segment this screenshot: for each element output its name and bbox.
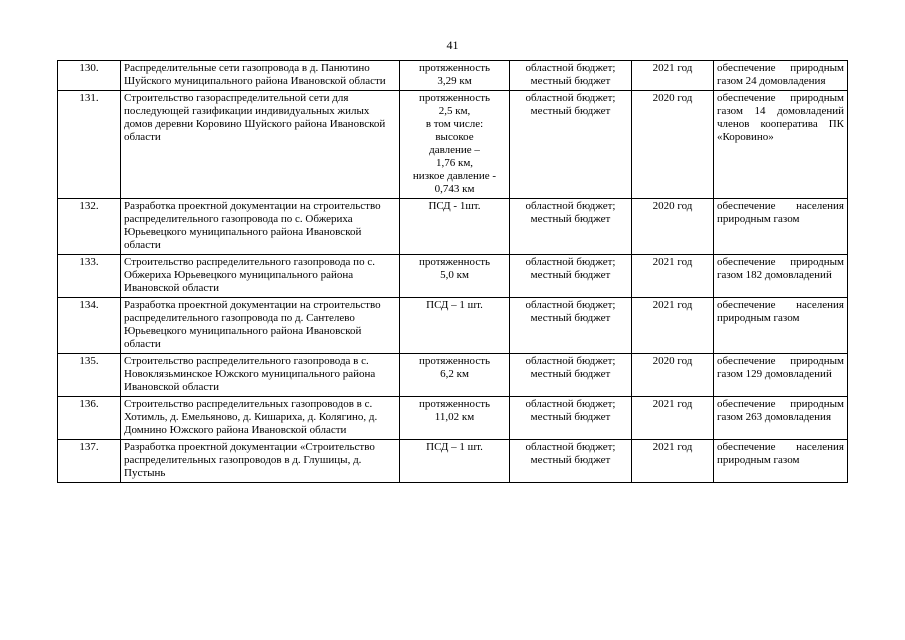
funding-source-cell: областной бюджет; местный бюджет (510, 255, 632, 298)
volume-line: протяженность (418, 256, 491, 268)
volume-line: 3,29 км (437, 75, 472, 87)
volume-line: давление – (429, 144, 480, 156)
table-row (58, 61, 848, 91)
volume-line: 0,743 км (434, 183, 475, 195)
volume-cell (400, 61, 510, 91)
year-cell: 2021 год (632, 255, 714, 298)
row-number-cell: 133. (58, 255, 121, 298)
project-name-cell: Строительство распределительного газопровода в с. Новоклязьминское Южского муниципального района Ивановской области (121, 354, 400, 397)
result-cell: обеспечение природным газом 24 домовладения (714, 61, 848, 91)
volume-line: ПСД – 1 шт. (426, 441, 483, 453)
volume-cell (400, 255, 510, 298)
row-number-cell: 132. (58, 199, 121, 255)
result-cell: обеспечение населения природным газом (714, 199, 848, 255)
row-number-cell: 136. (58, 397, 121, 440)
table-body (58, 61, 848, 483)
row-number-cell: 135. (58, 354, 121, 397)
volume-line: 1,76 км, (435, 157, 474, 169)
volume-cell (400, 199, 510, 255)
volume-line: 6,2 км (440, 368, 469, 380)
year-cell: 2021 год (632, 61, 714, 91)
year-cell: 2021 год (632, 440, 714, 483)
funding-source-cell: областной бюджет; местный бюджет (510, 61, 632, 91)
funding-source-cell: областной бюджет; местный бюджет (510, 199, 632, 255)
volume-line: протяженность (418, 62, 491, 74)
volume-cell (400, 440, 510, 483)
project-name-cell: Строительство распределительных газопроводов в с. Хотимль, д. Емельяново, д. Кишариха, д. Колягино, д. Домнино Южского района Ивановской области (121, 397, 400, 440)
volume-cell (400, 397, 510, 440)
volume-cell (400, 354, 510, 397)
volume-line: высокое (435, 131, 474, 143)
year-cell: 2021 год (632, 397, 714, 440)
volume-line: протяженность (418, 92, 491, 104)
row-number-cell: 131. (58, 91, 121, 199)
project-name-cell: Строительство газораспределительной сети для последующей газификации индивидуальных жилых домов деревни Коровино Шуйского района Ивановской области (121, 91, 400, 199)
result-cell: обеспечение природным газом 14 домовладений членов кооператива ПК «Коровино» (714, 91, 848, 199)
volume-line: 11,02 км (434, 411, 475, 423)
table-row (58, 91, 848, 199)
volume-line: в том числе: (425, 118, 484, 130)
volume-line: 2,5 км, (438, 105, 471, 117)
table-row (58, 298, 848, 354)
table-row (58, 397, 848, 440)
table-row (58, 199, 848, 255)
gasification-table (57, 60, 848, 483)
year-cell: 2020 год (632, 354, 714, 397)
volume-cell (400, 91, 510, 199)
result-cell: обеспечение природным газом 129 домовладений (714, 354, 848, 397)
project-name-cell: Разработка проектной документации на строительство распределительного газопровода по с. Обжериха Юрьевецкого муниципального района Ивановской области (121, 199, 400, 255)
row-number-cell: 134. (58, 298, 121, 354)
year-cell: 2021 год (632, 298, 714, 354)
project-name-cell: Распределительные сети газопровода в д. Панютино Шуйского муниципального района Ивановской области (121, 61, 400, 91)
table-row (58, 354, 848, 397)
funding-source-cell: областной бюджет; местный бюджет (510, 440, 632, 483)
funding-source-cell: областной бюджет; местный бюджет (510, 397, 632, 440)
result-cell: обеспечение природным газом 182 домовладений (714, 255, 848, 298)
page-number: 41 (446, 38, 459, 52)
volume-line: протяженность (418, 355, 491, 367)
volume-line: 5,0 км (440, 269, 469, 281)
row-number-cell: 137. (58, 440, 121, 483)
volume-line: протяженность (418, 398, 491, 410)
result-cell: обеспечение природным газом 263 домовладения (714, 397, 848, 440)
funding-source-cell: областной бюджет; местный бюджет (510, 91, 632, 199)
funding-source-cell: областной бюджет; местный бюджет (510, 354, 632, 397)
result-cell: обеспечение населения природным газом (714, 440, 848, 483)
volume-line: ПСД – 1 шт. (426, 299, 483, 311)
year-cell: 2020 год (632, 91, 714, 199)
volume-cell (400, 298, 510, 354)
result-cell: обеспечение населения природным газом (714, 298, 848, 354)
project-name-cell: Разработка проектной документации «Строительство распределительных газопроводов в д. Глушицы, д. Пустынь (121, 440, 400, 483)
volume-line: низкое давление - (412, 170, 497, 182)
row-number-cell: 130. (58, 61, 121, 91)
project-name-cell: Строительство распределительного газопровода по с. Обжериха Юрьевецкого муниципального района Ивановской области (121, 255, 400, 298)
table-row (58, 255, 848, 298)
funding-source-cell: областной бюджет; местный бюджет (510, 298, 632, 354)
table-row (58, 440, 848, 483)
volume-line: ПСД - 1шт. (428, 200, 481, 212)
project-name-cell: Разработка проектной документации на строительство распределительного газопровода по д. Сантелево Юрьевецкого муниципального района Ивановской области (121, 298, 400, 354)
year-cell: 2020 год (632, 199, 714, 255)
